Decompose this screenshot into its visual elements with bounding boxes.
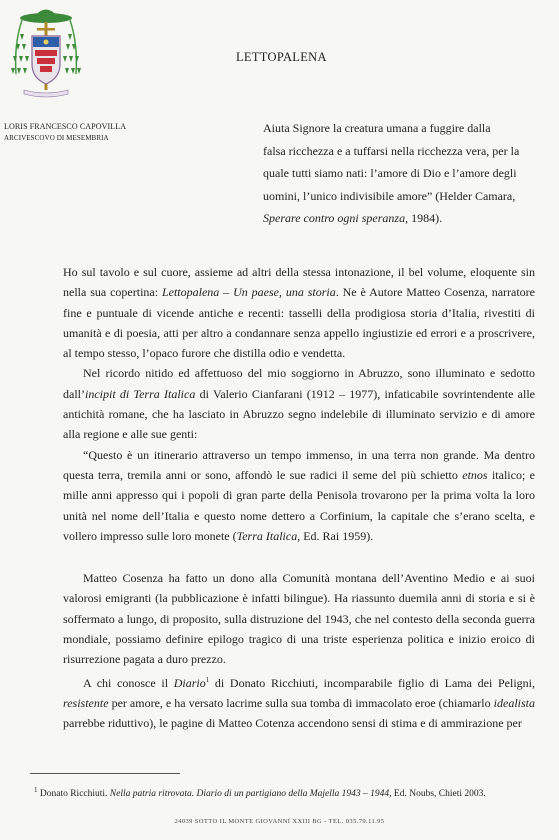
letter-body <box>63 262 535 734</box>
paragraph-1: Ho sul tavolo e sul cuore, assieme ad altri della stessa intonazione, il bel volume, eloquente sin nella sua copertina: Lettopalena – Un paese, una storia. Ne è Autore Matteo Cosenza, narratore fine e puntuale di vicende antiche e recenti: tasselli della prodigiosa storia d’Italia, rivestiti di umanità e di poesia, atti per altro a condannare senza appello ingiustizie ed errori e a proscrivere, al tempo stesso, l’opaco furore che distilla odio e vendetta. <box>63 265 536 361</box>
document-title: LETTOPALENA <box>236 50 327 64</box>
quotation: “Questo è un itinerario attraverso un tempo immenso, in una terra non grande. Ma dentro questa terra, tremila anni or sono, affondò le sue radici il seme del più schietto etnos italico; e mille anni appresso qui i popoli di gran parte della Penisola trovarono per la prima volta la loro unità nel nome dell’Italia e questo nome dettero a Corfinium, la capitale che s’erano scelta, e vollero impresso sulle loro monete (Terra Italica, Ed. Rai 1959). <box>63 447 535 543</box>
epigraph-line: Aiuta Signore la creatura umana a fuggire dalla <box>263 121 491 135</box>
epigraph-line: quale tutti siamo nati: l’amore di Dio e l’amore degli <box>263 166 517 180</box>
footnote-divider <box>30 773 180 774</box>
paragraph-2: Nel ricordo nitido ed affettuoso del mio soggiorno in Abruzzo, sono illuminato e sedotto dall’incipit di Terra Italica di Valerio Cianfarani (1912 – 1977), infaticabile sovrintendente alle antichità romane, che ha lasciato in Abruzzo segno indelebile di illuminato servizio e di amore alla regione e alle sue genti: <box>63 366 536 442</box>
author-name: LORIS FRANCESCO CAPOVILLA <box>4 122 127 131</box>
epigraph-line: uomini, l’unico indivisibile amore” (Helder Camara, <box>263 188 516 203</box>
footer-address: 24039 SOTTO IL MONTE GIOVANNI XXIII BG - TEL. 035.79.11.95 <box>174 818 385 825</box>
footnote: $^1$ Donato Ricchiuti. Nella patria ritrovata. Diario di un partigiano della Majella 1943 – 1944, Ed. Noubs, Chieti 2003. <box>34 786 486 800</box>
epigraph-line: falsa ricchezza e a tuffarsi nella ricchezza vera, per la <box>263 143 520 158</box>
epigraph-line: Sperare contro ogni speranza, 1984). <box>263 211 443 225</box>
episcopal-coat-of-arms <box>6 4 86 104</box>
footnote-marker: 1 <box>205 675 210 684</box>
author-role: ARCIVESCOVO DI MESEMBRIA <box>4 134 109 142</box>
epigraph-book-title: Sperare contro ogni speranza <box>263 211 406 225</box>
epigraph <box>263 117 535 230</box>
paragraph-3: Matteo Cosenza ha fatto un dono alla Comunità montana dell’Aventino Medio e ai suoi valorosi emigranti (la pubblicazione è infatti bilingue). Ha riassunto duemila anni di storia e si è soffermato a lungo, di proposito, sulla distruzione del 1943, che nel contesto della seconda guerra mondiale, possiamo definire epilogo tragico di una triste esperienza politica e inizio eroico di risurrezione pagata a duro prezzo. <box>63 571 535 667</box>
paragraph-4: A chi conosce il Diario$^1$ di Donato Ricchiuti, incomparabile figlio di Lama dei Peligni, resistente per amore, e ha versato lacrime sulla sua tomba di immacolato eroe (chiamarlo idealista parrebbe riduttivo), le pagine di Matteo Cotenza accendono sensi di stima e di ammirazione per <box>63 675 535 731</box>
